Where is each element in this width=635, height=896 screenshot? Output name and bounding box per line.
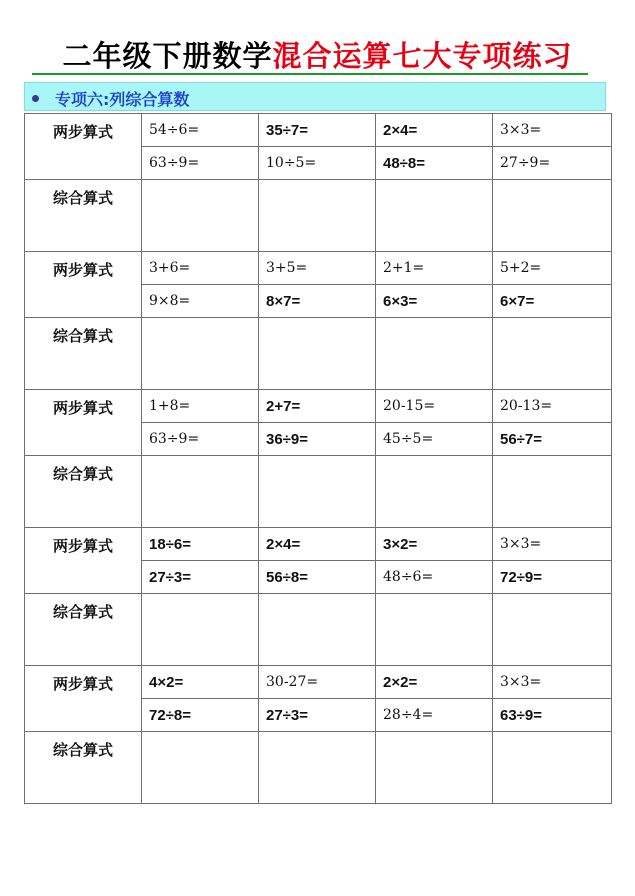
answer-cell[interactable] [493, 318, 612, 390]
two-step-label: 两步算式 [25, 390, 142, 456]
expression-cell: 2×4= [259, 528, 376, 561]
expression-cell: 27÷3= [142, 561, 259, 594]
two-step-label: 两步算式 [25, 114, 142, 180]
answer-cell[interactable] [142, 594, 259, 666]
table-row [25, 318, 612, 390]
expression-cell: 63÷9= [142, 423, 259, 456]
expression-cell: 56÷7= [493, 423, 612, 456]
combined-label: 综合算式 [25, 594, 142, 666]
expression-cell: 63÷9= [493, 699, 612, 732]
table-row [25, 528, 612, 561]
answer-cell[interactable] [376, 318, 493, 390]
answer-cell[interactable] [493, 456, 612, 528]
expression-cell: 48÷8= [376, 147, 493, 180]
expression-cell: 3+5= [259, 252, 376, 285]
expression-cell: 3×3= [493, 528, 612, 561]
expression-cell: 28÷4= [376, 699, 493, 732]
expression-cell: 45÷5= [376, 423, 493, 456]
answer-cell[interactable] [259, 318, 376, 390]
expression-cell: 27÷3= [259, 699, 376, 732]
section-label: 专项六:列综合算数 [55, 90, 190, 109]
answer-cell[interactable] [142, 732, 259, 804]
expression-cell: 35÷7= [259, 114, 376, 147]
expression-cell: 3×3= [493, 666, 612, 699]
expression-cell: 18÷6= [142, 528, 259, 561]
section-header [24, 82, 606, 111]
table-row [25, 252, 612, 285]
expression-cell: 63÷9= [142, 147, 259, 180]
table-row [25, 666, 612, 699]
expression-cell: 27÷9= [493, 147, 612, 180]
expression-cell: 8×7= [259, 285, 376, 318]
answer-cell[interactable] [493, 732, 612, 804]
combined-label: 综合算式 [25, 180, 142, 252]
bullet-icon [32, 95, 39, 102]
answer-cell[interactable] [259, 732, 376, 804]
answer-cell[interactable] [142, 456, 259, 528]
answer-cell[interactable] [259, 456, 376, 528]
expression-cell: 2+1= [376, 252, 493, 285]
expression-cell: 6×7= [493, 285, 612, 318]
expression-cell: 20-13= [493, 390, 612, 423]
table-row [25, 180, 612, 252]
expression-cell: 4×2= [142, 666, 259, 699]
two-step-label: 两步算式 [25, 666, 142, 732]
answer-cell[interactable] [376, 180, 493, 252]
answer-cell[interactable] [259, 180, 376, 252]
expression-cell: 30-27= [259, 666, 376, 699]
expression-cell: 2×2= [376, 666, 493, 699]
expression-cell: 1+8= [142, 390, 259, 423]
answer-cell[interactable] [259, 594, 376, 666]
expression-cell: 10÷5= [259, 147, 376, 180]
expression-cell: 6×3= [376, 285, 493, 318]
title-part-red: 混合运算七大专项练习 [272, 39, 573, 73]
answer-cell[interactable] [142, 180, 259, 252]
two-step-label: 两步算式 [25, 528, 142, 594]
expression-cell: 5+2= [493, 252, 612, 285]
combined-label: 综合算式 [25, 732, 142, 804]
expression-cell: 3×2= [376, 528, 493, 561]
expression-cell: 56÷8= [259, 561, 376, 594]
expression-cell: 2+7= [259, 390, 376, 423]
expression-cell: 20-15= [376, 390, 493, 423]
table-row [25, 732, 612, 804]
page-title [0, 34, 635, 74]
expression-cell: 9×8= [142, 285, 259, 318]
answer-cell[interactable] [142, 318, 259, 390]
table-row [25, 390, 612, 423]
combined-label: 综合算式 [25, 318, 142, 390]
two-step-label: 两步算式 [25, 252, 142, 318]
answer-cell[interactable] [493, 180, 612, 252]
expression-cell: 3×3= [493, 114, 612, 147]
expression-cell: 54÷6= [142, 114, 259, 147]
expression-cell: 2×4= [376, 114, 493, 147]
table-row [25, 456, 612, 528]
expression-cell: 3+6= [142, 252, 259, 285]
title-part-black: 二年级下册数学 [62, 39, 273, 73]
table-row [25, 594, 612, 666]
title-underline [32, 73, 588, 75]
table-row [25, 114, 612, 147]
answer-cell[interactable] [376, 456, 493, 528]
answer-cell[interactable] [376, 594, 493, 666]
combined-label: 综合算式 [25, 456, 142, 528]
exercise-table [24, 113, 612, 804]
expression-cell: 72÷8= [142, 699, 259, 732]
expression-cell: 36÷9= [259, 423, 376, 456]
answer-cell[interactable] [493, 594, 612, 666]
expression-cell: 72÷9= [493, 561, 612, 594]
expression-cell: 48÷6= [376, 561, 493, 594]
answer-cell[interactable] [376, 732, 493, 804]
